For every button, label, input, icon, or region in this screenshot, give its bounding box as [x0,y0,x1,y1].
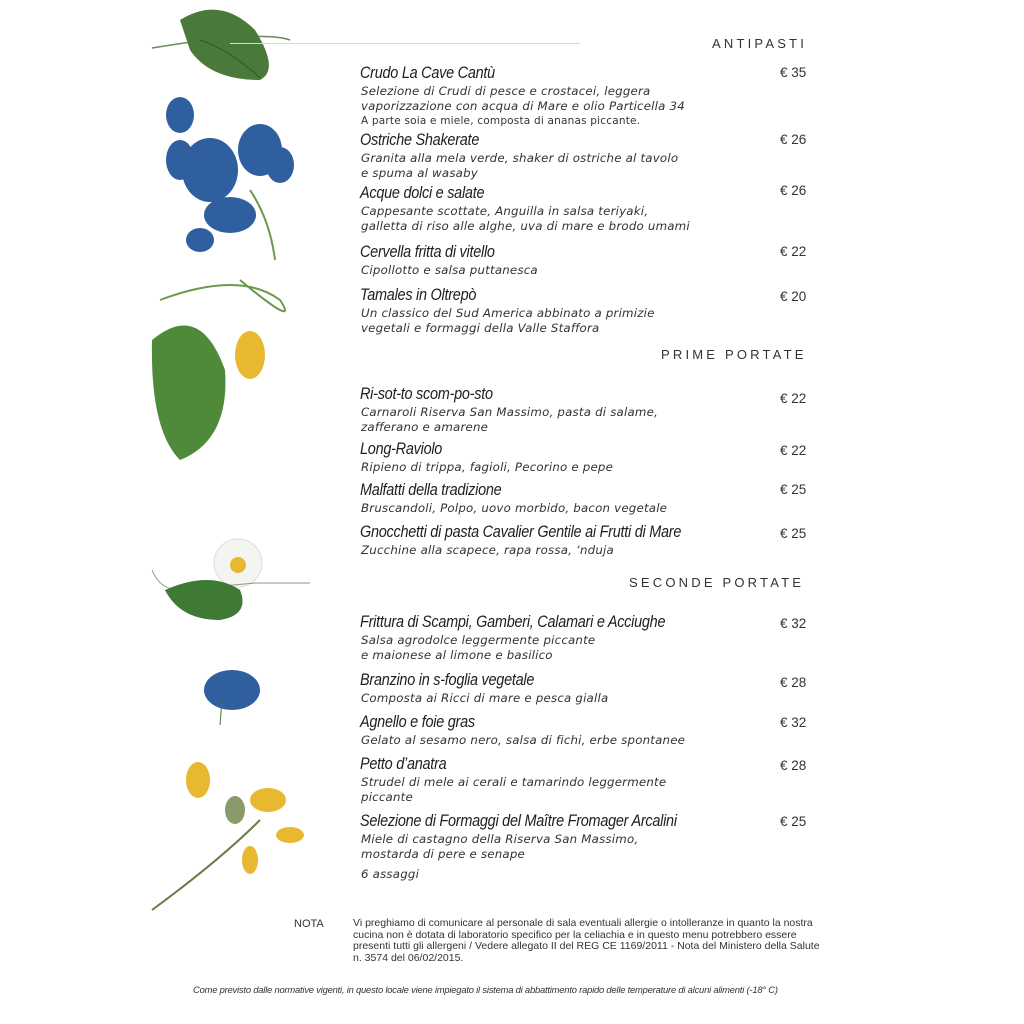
dish-title: Petto d’anatra [360,754,447,773]
dish-description: Selezione di Crudi di pesce e crostacei, leggera [361,84,651,98]
nota-text: Vi preghiamo di comunicare al personale di sala eventuali allergie o intolleranze in quanto la nostra cucina non è dotata di laboratorio specifico per la celiachia e in questo menu potrebbero essere presenti tutti gli allergeni / Vedere allegato II del REG CE 1169/2011 - Nota del Ministero della Salute n. 3574 del 06/02/2015. [353,917,820,964]
dish-title: Ostriche Shakerate [360,130,480,149]
blue-flower-icon [166,97,294,252]
dish-description: Granita alla mela verde, shaker di ostriche al tavolo [361,151,679,165]
dish-title: Branzino in s-foglia vegetale [360,670,535,689]
dish-description: Salsa agrodolce leggermente piccante [361,633,596,647]
dish-price: € 25 [780,814,807,829]
dish-title: Acque dolci e salate [360,183,485,202]
dish-title: Frittura di Scampi, Gamberi, Calamari e Acciughe [360,612,666,631]
dish-price: € 22 [780,443,807,458]
dish-description: zafferano e amarene [361,420,489,434]
divider [230,43,580,44]
dish-price: € 25 [780,482,807,497]
dish-description: Cappesante scottate, Anguilla in salsa teriyaki, [361,204,649,218]
dish-description: Bruscandoli, Polpo, uovo morbido, bacon vegetale [361,501,668,515]
dish-description: Strudel di mele ai cerali e tamarindo leggermente [361,775,667,789]
dish-description: Un classico del Sud America abbinato a primizie [361,306,655,320]
dish-description: e spuma al wasaby [361,166,478,180]
dish-title: Tamales in Oltrepò [360,285,477,304]
section-heading: ANTIPASTI [712,36,808,51]
dish-price: € 26 [780,132,807,147]
leaf-icon [152,10,290,80]
dish-description: Carnaroli Riserva San Massimo, pasta di salame, [361,405,658,419]
dish-price: € 25 [780,526,807,541]
dish-title: Cervella fritta di vitello [360,242,495,261]
dish-title: Selezione di Formaggi del Maître Fromager Arcalini [360,811,677,830]
footer-note: Come previsto dalle normative vigenti, in questo locale viene impiegato il sistema di abbattimento rapido delle temperature di alcuni alimenti (-18° C) [193,984,778,995]
dish-description: Gelato al sesamo nero, salsa di fichi, erbe spontanee [361,733,686,747]
white-flower-icon [214,539,262,587]
dish-title: Agnello e foie gras [360,712,475,731]
dish-title: Ri-sot-to scom-po-sto [360,384,493,403]
blue-flower-icon [204,670,260,725]
dish-title: Malfatti della tradizione [360,480,502,499]
dish-price: € 26 [780,183,807,198]
dish-price: € 22 [780,244,807,259]
dish-description: Miele di castagno della Riserva San Massimo, [361,832,639,846]
dish-price: € 22 [780,391,807,406]
dish-price: € 28 [780,758,807,773]
dish-title: Crudo La Cave Cantù [360,63,495,82]
dish-title: Gnocchetti di pasta Cavalier Gentile ai Frutti di Mare [360,522,682,541]
dish-description: Zucchine alla scapece, rapa rossa, ‘nduja [361,543,614,557]
dish-description: Composta ai Ricci di mare e pesca gialla [361,691,609,705]
dish-title: Long-Raviolo [360,439,443,458]
section-heading: SECONDE PORTATE [629,575,805,590]
botanical-illustration [140,0,310,920]
dish-description: vaporizzazione con acqua di Mare e olio Particella 34 [361,99,685,113]
dish-note: A parte soia e miele, composta di ananas piccante. [361,115,641,127]
leaf-icon [152,325,226,460]
dish-price: € 20 [780,289,807,304]
dish-price: € 35 [780,65,807,80]
leaf-icon [165,580,243,620]
dish-description: galletta di riso alle alghe, uva di mare e brodo umami [361,219,690,233]
section-heading: PRIME PORTATE [661,347,807,362]
dish-price: € 32 [780,616,807,631]
dish-description: Ripieno di trippa, fagioli, Pecorino e pepe [361,460,614,474]
dish-price: € 32 [780,715,807,730]
dish-description: e maionese al limone e basilico [361,648,553,662]
dish-description: piccante [361,790,413,804]
nota-label: NOTA [294,918,324,930]
dish-description: vegetali e formaggi della Valle Staffora [361,321,600,335]
dish-description: Cipollotto e salsa puttanesca [361,263,538,277]
dish-description: 6 assaggi [361,867,420,881]
yellow-flower-icon [152,762,304,910]
dish-description: mostarda di pere e senape [361,847,526,861]
yellow-petal-icon [235,331,265,379]
dish-price: € 28 [780,675,807,690]
